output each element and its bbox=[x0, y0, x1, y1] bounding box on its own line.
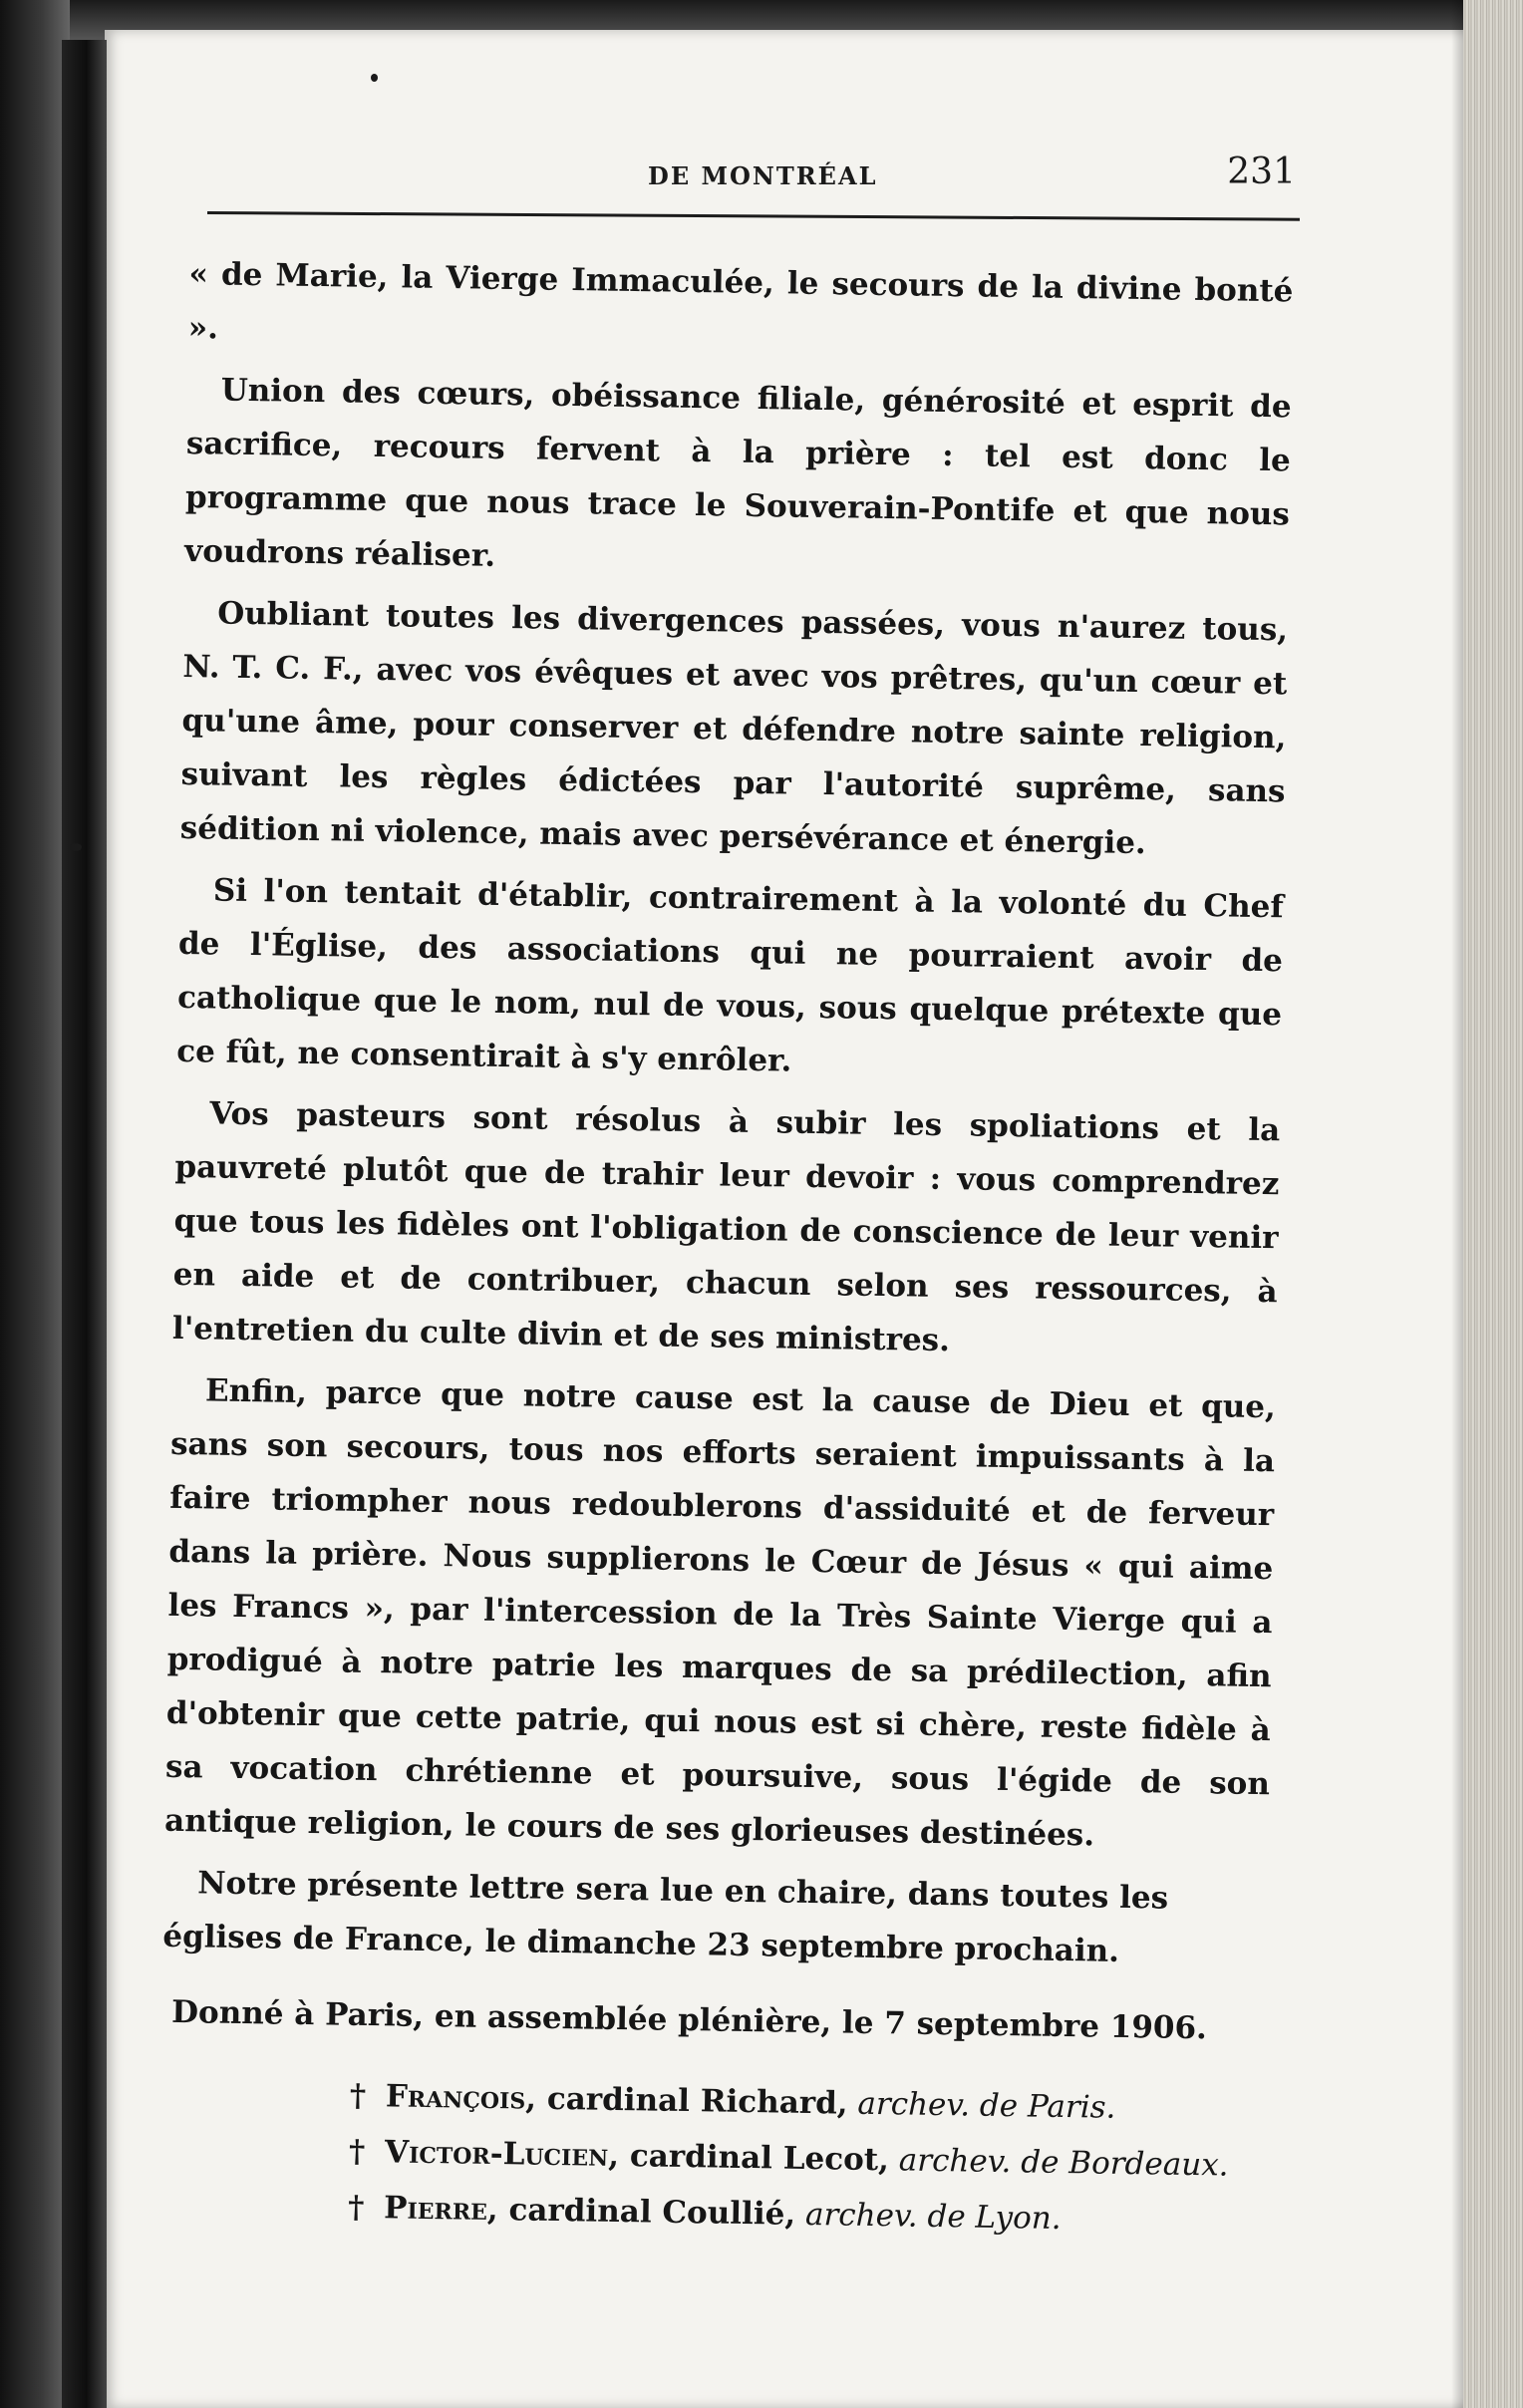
signatory-name: Victor-Lucien bbox=[384, 2134, 609, 2174]
page-edges bbox=[1463, 0, 1523, 2408]
signature-line: † François, cardinal Richard, archev. de Paris. bbox=[349, 2077, 1116, 2126]
signatory-title: archev. de Bordeaux. bbox=[898, 2142, 1229, 2184]
dagger-mark: † bbox=[348, 2133, 366, 2171]
signature-line: † Victor-Lucien, cardinal Lecot, archev. de Bordeaux. bbox=[348, 2133, 1229, 2184]
signoff-line: Donné à Paris, en assemblée plénière, le 7 septembre 1906. bbox=[170, 1993, 1208, 2047]
paragraph: Oubliant toutes les divergences passées, vous n'aurez tous, N. T. C. F., avec vos évêques et avec vos prêtres, qu'un cœur et qu'une âme, pour conserver et défendre notre sainte religion, suivant les règles édictées par l'autorité suprême, sans sédition ni violence, mais avec persévérance et énergie. bbox=[179, 595, 1289, 862]
signatory-name: Pierre bbox=[383, 2190, 488, 2228]
scan-backdrop-left bbox=[0, 0, 70, 2408]
dagger-mark: † bbox=[347, 2189, 365, 2226]
signature-block bbox=[158, 2065, 1266, 2250]
paragraph: Enfin, parce que notre cause est la cause de Dieu et que, sans son secours, tous nos efforts seraient impuissants à la faire triompher nous redoublerons d'assiduité et de ferveur dans la prière. Nous supplierons le Cœur de Jésus « qui aime les Francs », par l'intercession de la Très Sainte Vierge qui a prodigué à notre patrie les marques de sa prédilection, afin d'obtenir que cette patrie, qui nous est si chère, reste fidèle à sa vocation chrétienne et poursuive, sous l'égide de son antique religion, le cours de ses glorieuses destinées. bbox=[163, 1372, 1277, 1854]
dagger-mark: † bbox=[349, 2077, 367, 2115]
running-header bbox=[209, 150, 1296, 209]
paragraph: Si l'on tentait d'établir, contrairement à la volonté du Chef de l'Église, des associations qui ne pourraient avoir de catholique que le nom, nul de vous, sous quelque prétexte que ce fût, ne consentirait à s'y enrôler. bbox=[176, 872, 1285, 1079]
signatory-rank: cardinal Lecot, bbox=[629, 2138, 890, 2179]
page-body bbox=[158, 247, 1294, 2250]
signatory-name: François bbox=[385, 2078, 526, 2117]
paragraph: Notre présente lettre sera lue en chaire, dans toutes les églises de France, le dimanche 23 septembre prochain. bbox=[162, 1865, 1169, 1969]
signatory-title: archev. de Lyon. bbox=[804, 2196, 1062, 2237]
book-spine bbox=[62, 40, 107, 2408]
paragraph: Vos pasteurs sont résolus à subir les spoliations et la pauvreté plutôt que de trahir leur devoir : vous comprendrez que tous les fidèles ont l'obligation de conscience de leur venir en aide et de contribuer, chacun selon ses ressources, à l'entretien du culte divin et de ses ministres. bbox=[171, 1095, 1281, 1359]
signatory-rank: cardinal Coullié, bbox=[508, 2192, 796, 2233]
running-title: DE MONTRÉAL bbox=[648, 161, 878, 190]
paragraph: Union des cœurs, obéissance filiale, générosité et esprit de sacrifice, recours fervent à la prière : tel est donc le programme que nous trace le Souverain-Pontife et que nous voudrons réaliser. bbox=[183, 372, 1292, 574]
page-number: 231 bbox=[1227, 151, 1296, 192]
ink-speck bbox=[371, 74, 378, 82]
ink-speck bbox=[70, 843, 82, 851]
signature-line: † Pierre, cardinal Coullié, archev. de Lyon. bbox=[347, 2189, 1062, 2237]
signatory-rank: cardinal Richard, bbox=[546, 2080, 848, 2122]
signatory-title: archev. de Paris. bbox=[857, 2085, 1116, 2126]
paragraph: « de Marie, la Vierge Immaculée, le secours de la divine bonté ». bbox=[187, 255, 1294, 347]
